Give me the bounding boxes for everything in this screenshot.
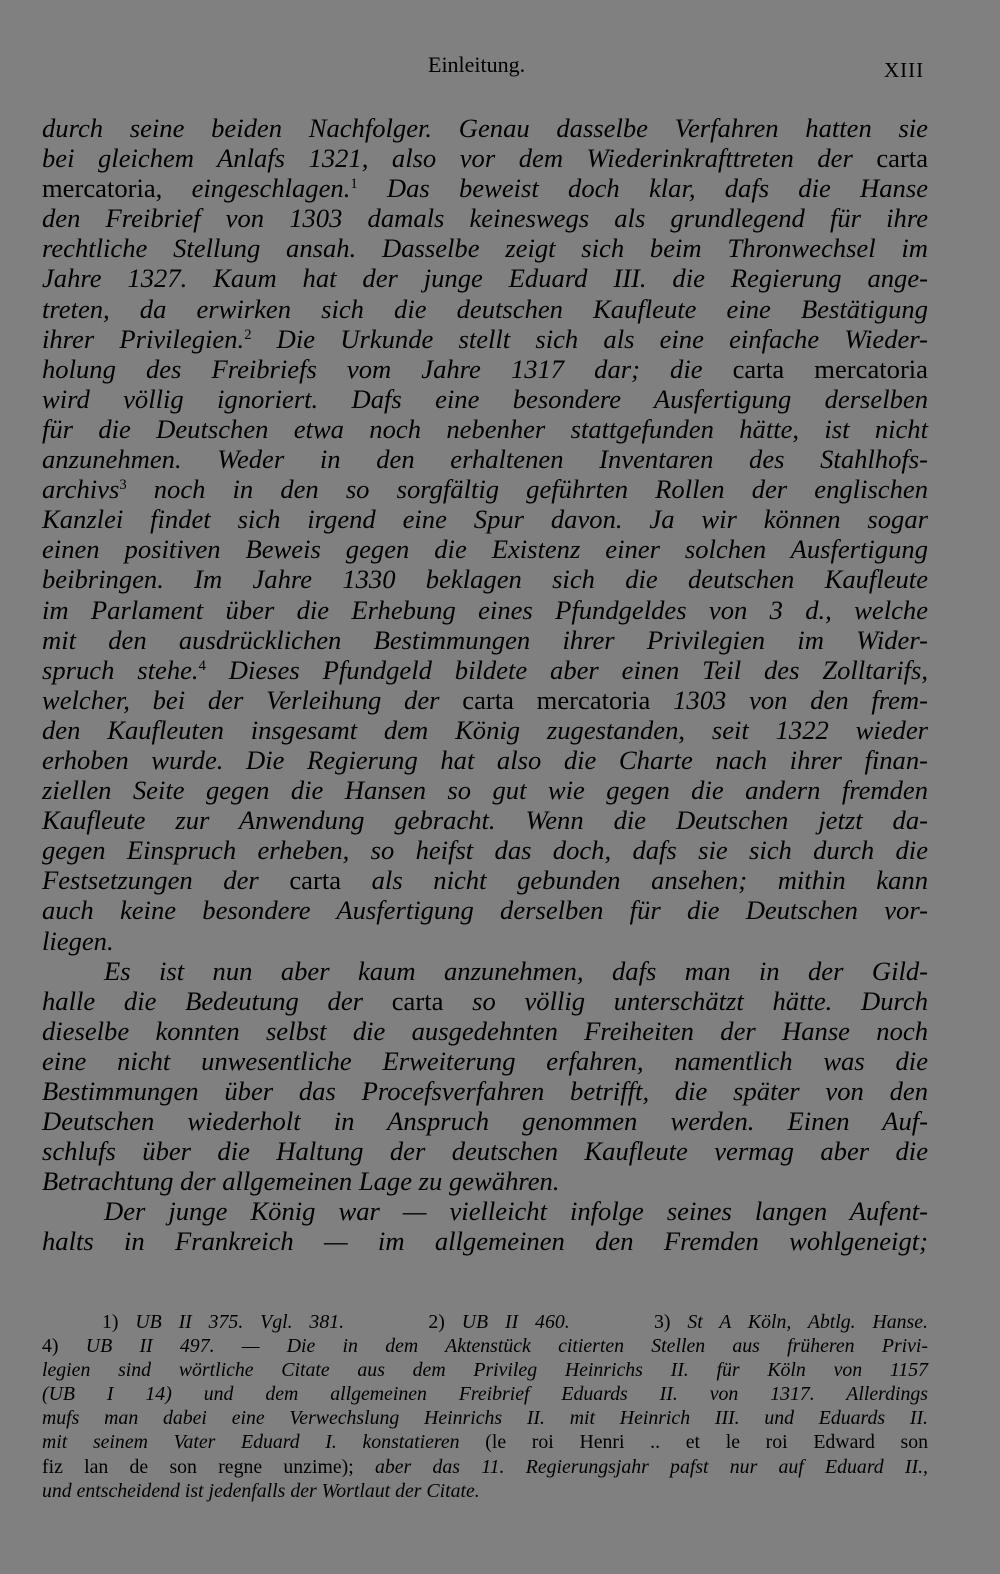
text-line: Jahre 1327. Kaum hat der junge Eduard III. die Regierung ange- xyxy=(42,263,928,294)
text-line: Kaufleute zur Anwendung gebracht. Wenn die Deutschen jetzt da- xyxy=(42,805,928,836)
text-line: mercatoria, eingeschlagen.$^1$ Das beweist doch klar, dafs die Hanse xyxy=(42,173,928,204)
footnote-line: mit seinem Vater Eduard I. konstatieren (le roi Henri .. et le roi Edward son xyxy=(42,1431,928,1454)
page-header xyxy=(0,52,1000,88)
text-line: Bestimmungen über das Procefsverfahren betrifft, die später von den xyxy=(42,1076,928,1106)
footnote-ref: 1 xyxy=(350,176,358,193)
text-line: durch seine beiden Nachfolger. Genau dasselbe Verfahren hatten sie xyxy=(42,113,928,143)
footnotes xyxy=(42,1310,928,1503)
text-line: bei gleichem Anlafs 1321, also vor dem Wiederinkrafttreten der carta xyxy=(42,143,928,174)
body-text xyxy=(42,113,928,1257)
text-line: für die Deutschen etwa noch nebenher stattgefunden hätte, ist nicht xyxy=(42,413,928,444)
footnote-line: 4) UB II 497. — Die in dem Aktenstück citierten Stellen aus früheren Privi- xyxy=(42,1335,928,1358)
text-line: anzunehmen. Weder in den erhaltenen Inventaren des Stahlhofs- xyxy=(42,444,928,475)
text-line: gegen Einspruch erheben, so heifst das doch, dafs sie sich durch die xyxy=(42,835,928,866)
text-line: Der junge König war — vielleicht infolge seines langen Aufent- xyxy=(104,1196,928,1227)
text-line: beibringen. Im Jahre 1330 beklagen sich die deutschen Kaufleute xyxy=(42,564,928,595)
text-line: welcher, bei der Verleihung der carta mercatoria 1303 von den frem- xyxy=(42,684,928,715)
text-line: Festsetzungen der carta als nicht gebunden ansehen; mithin kann xyxy=(42,865,928,896)
text-line: treten, da erwirken sich die deutschen Kaufleute eine Bestätigung xyxy=(42,293,928,324)
text-line: einen positiven Beweis gegen die Existenz einer solchen Ausfertigung xyxy=(42,534,928,565)
text-line: ihrer Privilegien.$^2$ Die Urkunde stellt sich als eine einfache Wieder- xyxy=(42,323,928,354)
footnote-ref: 4 xyxy=(198,657,206,674)
footnote-line: 1) UB II 375. Vgl. 381. 2) UB II 460. 3) St A Köln, Abtlg. Hanse. xyxy=(102,1311,928,1333)
text-line: Es ist nun aber kaum anzunehmen, dafs man in der Gild- xyxy=(104,955,928,986)
page-number: XIII xyxy=(884,58,925,82)
text-line: spruch stehe.$^4$ Dieses Pfundgeld bildete aber einen Teil des Zolltarifs, xyxy=(42,654,928,685)
text-line: Betrachtung der allgemeinen Lage zu gewähren. xyxy=(42,1166,560,1197)
footnote-line: legien sind wörtliche Citate aus dem Privileg Heinrichs II. für Köln von 1157 xyxy=(42,1359,928,1382)
text-line: wird völlig ignoriert. Dafs eine besondere Ausfertigung derselben xyxy=(42,383,928,414)
footnote-line: (UB I 14) und dem allgemeinen Freibrief Eduards II. von 1317. Allerdings xyxy=(42,1383,928,1406)
text-line: mit den ausdrücklichen Bestimmungen ihrer Privilegien im Wider- xyxy=(42,624,928,655)
footnote-ref: 3 xyxy=(119,477,127,494)
text-line: rechtliche Stellung ansah. Dasselbe zeigt sich beim Thronwechsel im xyxy=(42,233,928,264)
text-line: ziellen Seite gegen die Hansen so gut wie gegen die andern fremden xyxy=(42,775,928,806)
text-line: im Parlament über die Erhebung eines Pfundgeldes von 3 d., welche xyxy=(42,594,928,625)
text-line: den Kaufleuten insgesamt dem König zugestanden, seit 1322 wieder xyxy=(42,714,928,745)
footnote-line: fiz lan de son regne unzime); aber das 11. Regierungsjahr pafst nur auf Eduard II., xyxy=(42,1455,928,1478)
text-line: auch keine besondere Ausfertigung derselben für die Deutschen vor- xyxy=(42,895,928,926)
footnote-line: mufs man dabei eine Verwechslung Heinrichs II. mit Heinrich III. und Eduards II. xyxy=(42,1407,928,1430)
text-line: halts in Frankreich — im allgemeinen den Fremden wohlgeneigt; xyxy=(42,1226,928,1257)
text-line: halle die Bedeutung der carta so völlig unterschätzt hätte. Durch xyxy=(42,985,929,1016)
text-line: liegen. xyxy=(42,925,114,956)
running-title: Einleitung. xyxy=(428,52,526,77)
text-line: archivs$^3$ noch in den so sorgfältig geführten Rollen der englischen xyxy=(42,474,928,505)
text-line: Deutschen wiederholt in Anspruch genommen werden. Einen Auf- xyxy=(42,1106,928,1137)
text-line: den Freibrief von 1303 damals keineswegs als grundlegend für ihre xyxy=(42,203,928,234)
text-line: erhoben wurde. Die Regierung hat also die Charte nach ihrer finan- xyxy=(42,744,928,775)
text-line: Kanzlei findet sich irgend eine Spur davon. Ja wir können sogar xyxy=(42,504,928,535)
footnote-line: und entscheidend ist jedenfalls der Wortlaut der Citate. xyxy=(42,1479,480,1502)
text-line: eine nicht unwesentliche Erweiterung erfahren, namentlich was die xyxy=(42,1045,928,1076)
text-line: holung des Freibriefs vom Jahre 1317 dar; die carta mercatoria xyxy=(42,353,928,384)
text-line: dieselbe konnten selbst die ausgedehnten Freiheiten der Hanse noch xyxy=(42,1015,928,1046)
text-line: schlufs über die Haltung der deutschen Kaufleute vermag aber die xyxy=(42,1136,928,1167)
footnote-ref: 2 xyxy=(244,326,252,343)
